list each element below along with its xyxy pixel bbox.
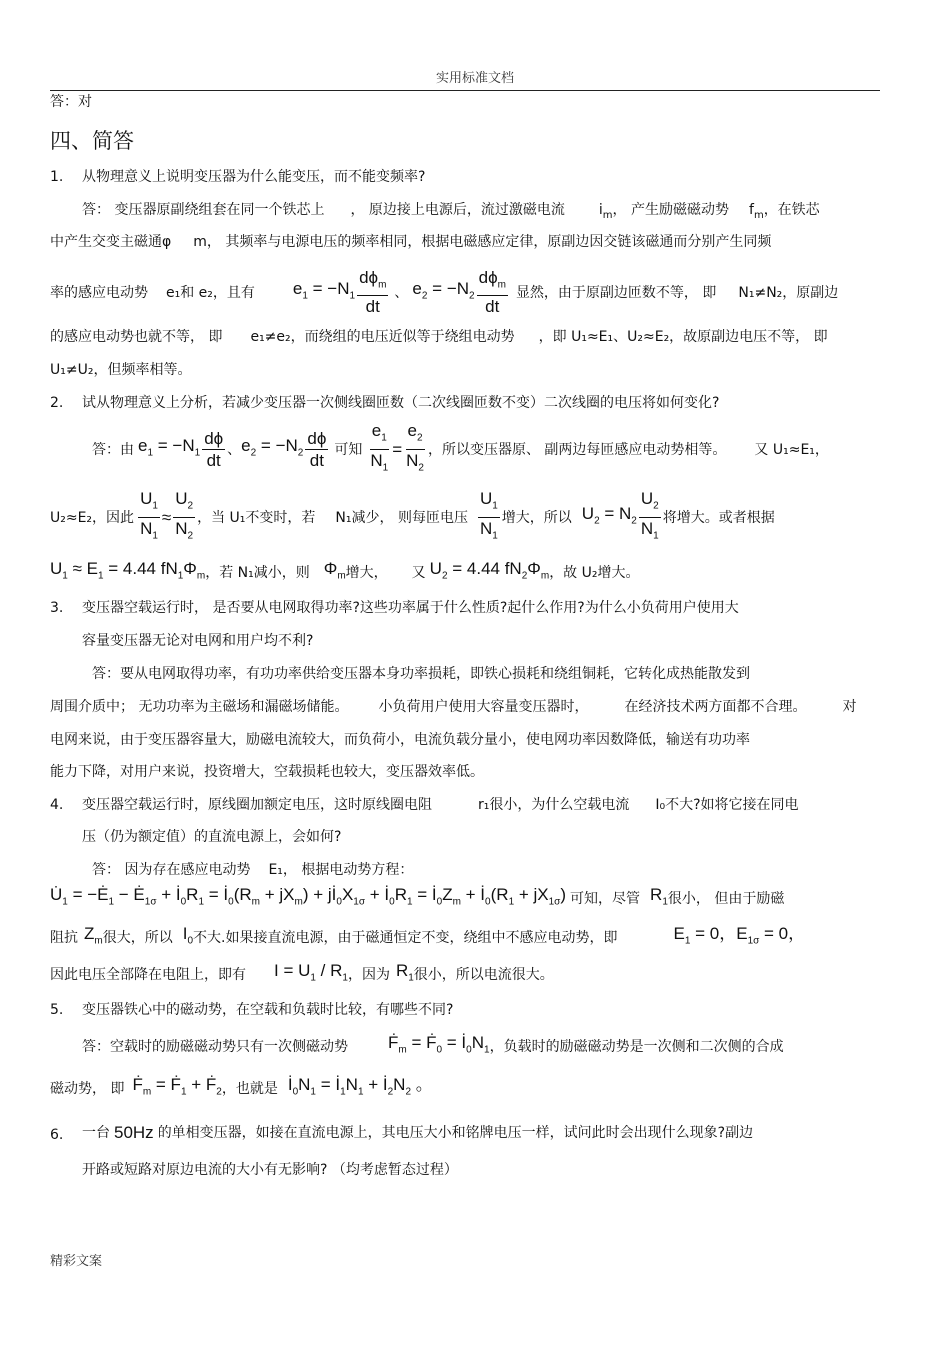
q2-frac-u1-n1: $\frac{U_1}{N_1}$ — [140, 489, 158, 541]
q2-answer-line1: 答：由 $e_1 = -N_1$ $\frac{d\phi}{dt}$ 、 $e_2 = -N_2$ $\frac{d\phi}{dt}$ 可知 $\frac{e_1}{N_1}$ = $\frac{e_2}{N_2}$ ，所以变压器原、 副两边每匝感应电动势相等。 又 U₁≈E₁， — [92, 425, 829, 475]
q2-number: 2. — [50, 395, 64, 411]
previous-answer: 答：对 — [50, 94, 92, 110]
page-footer: 精彩文案 — [50, 1254, 103, 1269]
q6-number: 6. — [50, 1127, 64, 1143]
q2-answer-line2: U₂≈E₂，因此 $\frac{U_1}{N_1}$ ≈ $\frac{U_2}{N_2}$ ，当 U₁不变时，若 N₁减少， 则每匝电压 $\frac{U_1}{N_1}$ 增大，所以 $U_2 = N_2$ $\frac{U_2}{N_1}$ 将增大。或者根据 — [50, 493, 775, 543]
q6-question-line1: 一台 50Hz 的单相变压器，如接在直流电源上，其电压大小和铭牌电压一样，试问此时会出现什么现象?副边 — [82, 1123, 754, 1142]
q3-answer-line2: 周围介质中； 无功功率为主磁场和漏磁场储能。 小负荷用户使用大容量变压器时， 在经济技术两方面都不合理。 对 — [50, 699, 857, 715]
q1-answer-line3: 率的感应电动势 e₁和 e₂，且有 $e_1 = -N_1$ $\frac{d\phi_m}{dt}$ 、 $e_2 = -N_2$ $\frac{d\phi_m}{dt}$ 显然，由于原副边匝数不等， 即 N₁≠N₂，原副边 — [50, 267, 839, 317]
q1-number: 1. — [50, 169, 64, 185]
q2-frac-e2-n2: $\frac{e_2}{N_2}$ — [406, 421, 424, 473]
q1-formula-e1: $e_1 = -N_1$ — [292, 279, 356, 302]
q2-frac-u2-n1: $\frac{U_2}{N_1}$ — [640, 489, 659, 541]
q5-question: 变压器铁心中的磁动势，在空载和负载时比较，有哪些不同? — [82, 1002, 454, 1018]
q3-answer-line1: 答：要从电网取得功率，有功功率供给变压器本身功率损耗，即铁心损耗和绕组铜耗，它转化成热能散发到 — [92, 666, 750, 682]
q2-question: 试从物理意义上分析，若减少变压器一次侧线圈匝数（二次线圈匝数不变）二次线圈的电压将如何变化? — [82, 395, 720, 411]
q1-answer-line2: 中产生交变主磁通φ m， 其频率与电源电压的频率相同，根据电磁感应定律，原副边因交链该磁通而分别产生同频 — [50, 234, 772, 250]
q1-formula-e2: $e_2 = -N_2$ — [412, 279, 475, 302]
q1-answer-line4: 的感应电动势也就不等， 即 e₁≠e₂，而绕组的电压近似等于绕组电动势 ，即 U₁≈E₁、U₂≈E₂，故原副边电压不等， 即 — [50, 329, 828, 345]
q2-answer-line3: $U_1 \approx E_1 = 4.44$ $fN_1\Phi_m$ ，若 N₁减小，则 $\Phi_m$ 增大， 又 $U_2 = 4.44$ $fN_2\Phi_m$ ，故 U₂增大。 — [50, 559, 640, 582]
q3-number: 3. — [50, 600, 64, 616]
q4-number: 4. — [50, 797, 64, 813]
q4-voltage-equation: $U̇_1$ = $-Ė_1$ − $Ė_{1\sigma}$ + $İ_0R_1$ = $İ_0(R_m + jX_m)$ + $jİ_0X_{1\sigma}$ + $İ_0R_1$ = $İ_0Z_m$ + $İ_0(R_1 + jX_{1\sigma})$ — [50, 885, 567, 908]
q4-answer-line3: 阻抗 $Z_m$ 很大，所以 $I_0$ 不大.如果接直流电源，由于磁通恒定不变，绕组中不感应电动势，即 $E_1 = 0$，$E_{1\sigma} = 0$， — [50, 924, 806, 947]
header-rule — [50, 90, 880, 91]
q3-answer-line3: 电网来说，由于变压器容量大，励磁电流较大，而负荷小，电流负载分量小，使电网功率因数降低，输送有功功率 — [50, 732, 750, 748]
q4-answer-line2: $U̇_1$ = $-Ė_1$ − $Ė_{1\sigma}$ + $İ_0R_1$ = $İ_0(R_m + jX_m)$ + $jİ_0X_{1\sigma}$ + $İ_0R_1$ = $İ_0Z_m$ + $İ_0(R_1 + jX_{1\sigma})$ 可知，尽管 $R_1$ 很小， 但由于励磁 — [50, 885, 784, 913]
q1-question: 从物理意义上说明变压器为什么能变压，而不能变频率? — [82, 169, 426, 185]
q4-question-line2: 压（仍为额定值）的直流电源上，会如何? — [82, 829, 342, 845]
q5-answer-line1: 答：空载时的励磁磁动势只有一次侧磁动势 Ḟ$_m$ = Ḟ$_0$ = $İ_0N_1$ ，负载时的励磁磁动势是一次侧和二次侧的合成 — [82, 1033, 784, 1056]
q6-question-line2: 开路或短路对原边电流的大小有无影响? （均考虑暂态过程） — [82, 1162, 458, 1178]
q1-answer-line1: 答： 变压器原副绕组套在同一个铁芯上 ， 原边接上电源后，流过激磁电流 $i_m$， 产生励磁磁动势 $f_m$，在铁芯 — [82, 202, 820, 221]
q3-answer-line4: 能力下降，对用户来说，投资增大，空载损耗也较大，变压器效率低。 — [50, 764, 484, 780]
q2-frac-e1-n1: $\frac{e_1}{N_1}$ — [370, 421, 389, 473]
q1-frac-dphi-dt-1: $\frac{d\phi_m}{dt}$ — [359, 267, 387, 317]
q5-number: 5. — [50, 1002, 64, 1018]
q4-answer-line1: 答： 因为存在感应电动势 E₁， 根据电动势方程： — [92, 862, 414, 878]
q3-question-line2: 容量变压器无论对电网和用户均不利? — [82, 633, 314, 649]
q4-answer-line4: 因此电压全部降在电阻上，即有 $I = U_1 / R_1$ ，因为 $R_1$ 很小，所以电流很大。 — [50, 961, 554, 984]
q2-frac-dphi-dt-2: $\frac{d\phi}{dt}$ — [307, 428, 327, 470]
q2-frac-dphi-dt-1: $\frac{d\phi}{dt}$ — [204, 428, 224, 470]
q1-frac-dphi-dt-2: $\frac{d\phi_m}{dt}$ — [478, 267, 506, 317]
q1-answer-line5: U₁≠U₂，但频率相等。 — [50, 362, 192, 378]
section-title: 四、简答 — [50, 129, 134, 153]
page-header: 实用标准文档 — [435, 71, 514, 86]
q2-frac-u1-n1-b: $\frac{U_1}{N_1}$ — [479, 489, 498, 541]
q5-answer-line2: 磁动势， 即 Ḟ$_m$ = Ḟ$_1$ + Ḟ$_2$ ，也就是 $İ_0N_1$ = $İ_1N_1$ + $İ_2N_2$ 。 — [50, 1075, 433, 1098]
q4-question-line1: 变压器空载运行时，原线圈加额定电压，这时原线圈电阻 r₁很小，为什么空载电流 I₀不大?如将它接在同电 — [82, 797, 799, 813]
q2-frac-u2-n2: $\frac{U_2}{N_2}$ — [175, 489, 194, 541]
q3-question-line1: 变压器空载运行时， 是否要从电网取得功率?这些功率属于什么性质?起什么作用?为什么小负荷用户使用大 — [82, 600, 739, 616]
